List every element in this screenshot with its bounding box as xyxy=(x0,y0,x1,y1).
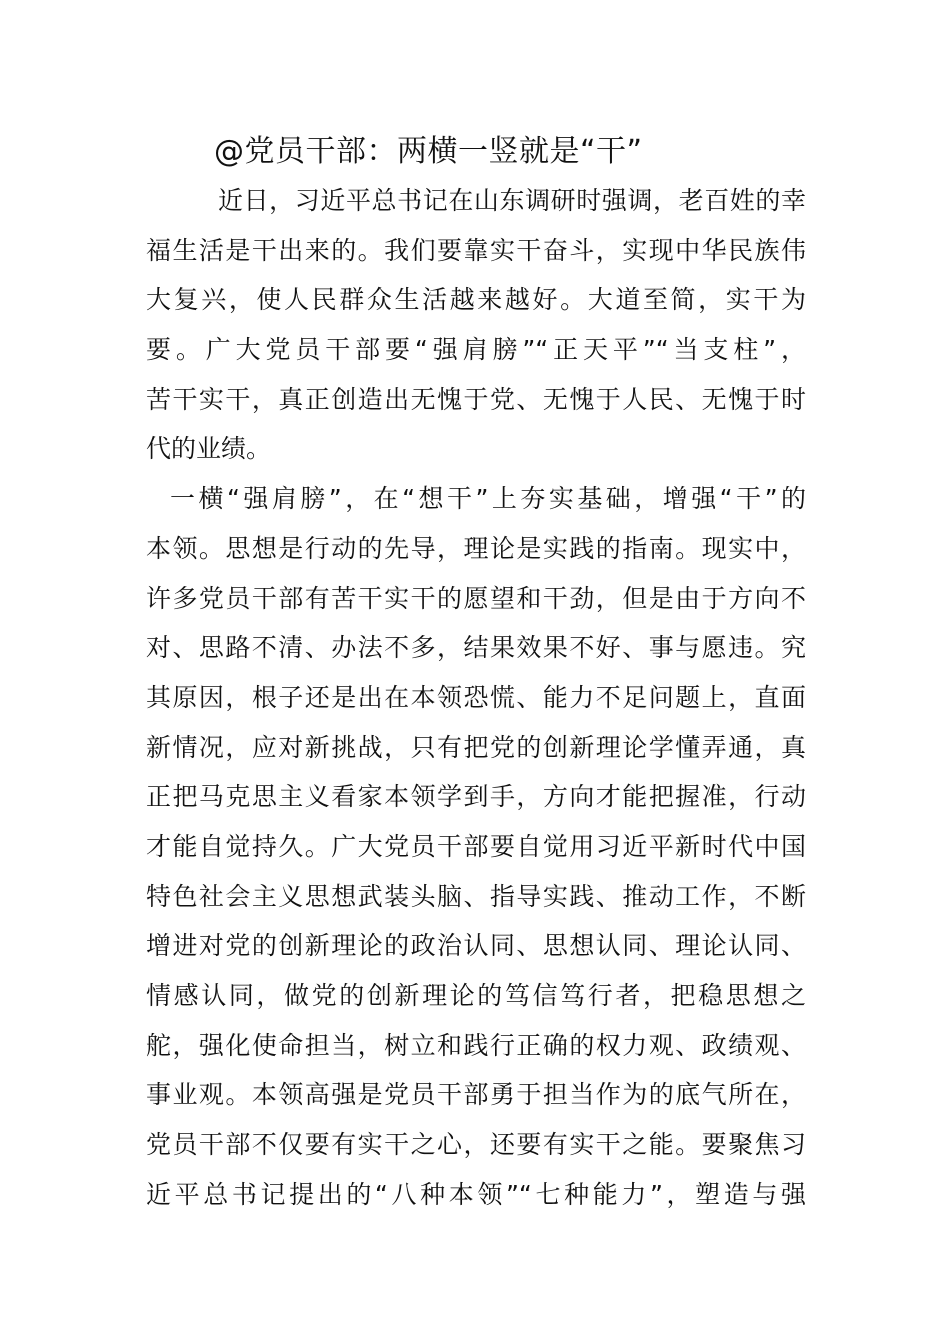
paragraph-2-line-6: 新情况，应对新挑战，只有把党的创新理论学懂弄通，真 xyxy=(146,732,806,762)
paragraph-2-line-12: 舵，强化使命担当，树立和践行正确的权力观、政绩观、 xyxy=(146,1030,806,1060)
paragraph-1-line-5: 苦干实干，真正创造出无愧于党、无愧于人民、无愧于时 xyxy=(146,384,806,414)
document-title: @党员干部：两横一竖就是“干” xyxy=(214,134,643,169)
paragraph-2-line-4: 对、思路不清、办法不多，结果效果不好、事与愿违。究 xyxy=(146,633,806,663)
paragraph-1-line-6: 代的业绩。 xyxy=(146,434,272,464)
paragraph-2-line-7: 正把马克思主义看家本领学到手，方向才能把握准，行动 xyxy=(146,782,806,812)
paragraph-1-line-3: 大复兴，使人民群众生活越来越好。大道至简，实干为 xyxy=(146,285,806,315)
paragraph-2-line-9: 特色社会主义思想武装头脑、指导实践、推动工作，不断 xyxy=(146,881,806,911)
paragraph-2-line-10: 增进对党的创新理论的政治认同、思想认同、理论认同、 xyxy=(146,931,806,961)
paragraph-2-line-13: 事业观。本领高强是党员干部勇于担当作为的底气所在， xyxy=(146,1080,806,1110)
paragraph-2-line-14: 党员干部不仅要有实干之心，还要有实干之能。要聚焦习 xyxy=(146,1130,806,1160)
paragraph-2-line-5: 其原因，根子还是出在本领恐慌、能力不足问题上，直面 xyxy=(146,682,806,712)
paragraph-2-line-1: 一横“强肩膀”，在“想干”上夯实基础，增强“干”的 xyxy=(170,484,806,514)
paragraph-2-line-2: 本领。思想是行动的先导，理论是实践的指南。现实中， xyxy=(146,533,806,563)
paragraph-2-line-8: 才能自觉持久。广大党员干部要自觉用习近平新时代中国 xyxy=(146,831,806,861)
paragraph-1-line-1: 近日，习近平总书记在山东调研时强调，老百姓的幸 xyxy=(218,186,806,215)
paragraph-2-line-11: 情感认同，做党的创新理论的笃信笃行者，把稳思想之 xyxy=(146,981,806,1010)
paragraph-2-line-3: 许多党员干部有苦干实干的愿望和干劲，但是由于方向不 xyxy=(146,583,806,613)
paragraph-1-line-2: 福生活是干出来的。我们要靠实干奋斗，实现中华民族伟 xyxy=(146,235,806,265)
document-body xyxy=(146,176,806,1219)
paragraph-2-line-15: 近平总书记提出的“八种本领”“七种能力”，塑造与强 xyxy=(146,1179,806,1209)
paragraph-1-line-4: 要。广大党员干部要“强肩膀”“正天平”“当支柱”， xyxy=(146,335,806,365)
